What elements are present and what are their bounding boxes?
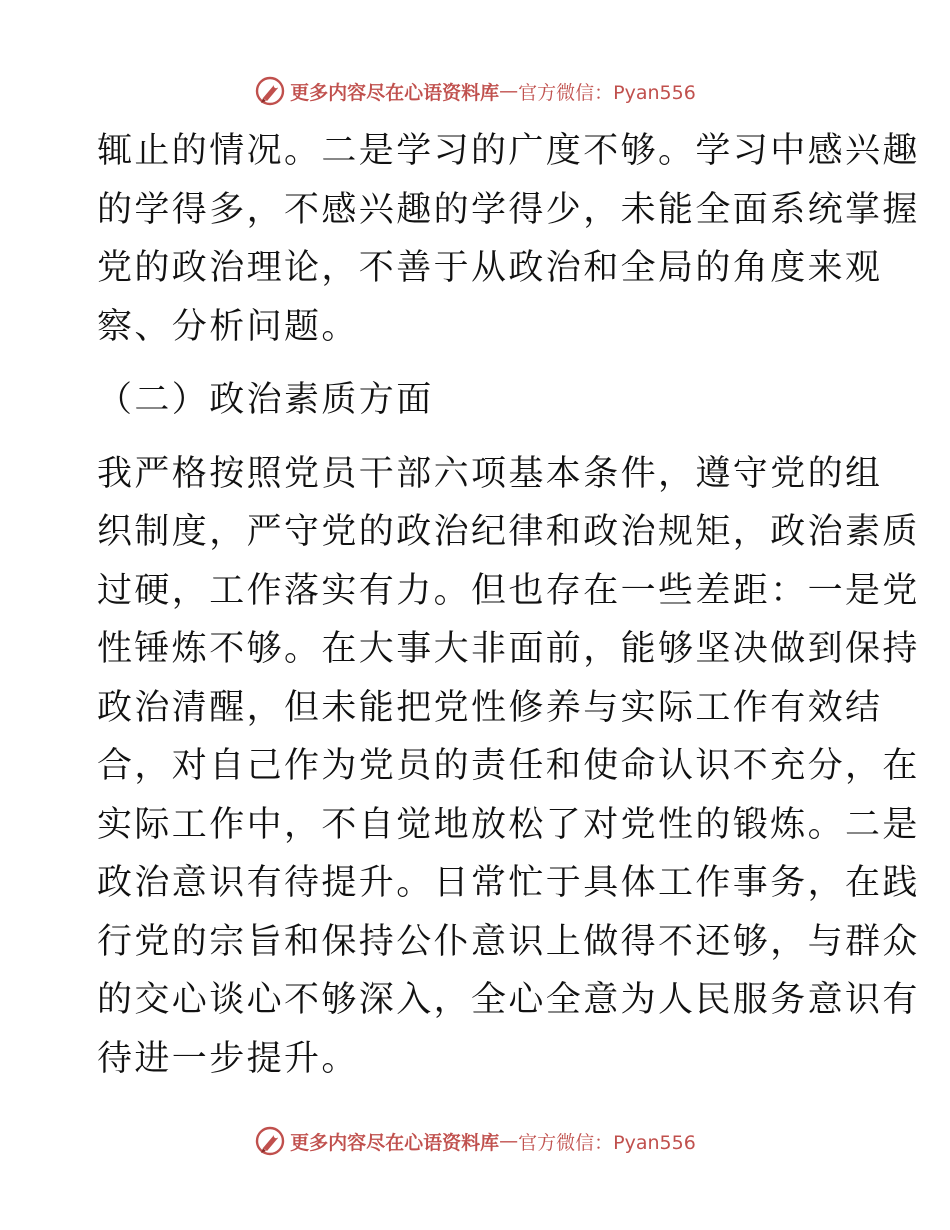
watermark-contact: 官方微信：Pyan556 bbox=[518, 1131, 696, 1154]
document-body bbox=[97, 122, 920, 1088]
header-watermark bbox=[0, 71, 950, 111]
paragraph-2 bbox=[97, 445, 920, 1089]
text-line: 行党的宗旨和保持公仆意识上做得不还够，与群众 bbox=[97, 921, 920, 962]
text-line: 党的政治理论，不善于从政治和全局的角度来观 bbox=[97, 248, 883, 288]
text-line: 合，对自己作为党员的责任和使命认识不充分，在 bbox=[97, 746, 920, 786]
text-line: 政治清醒，但未能把党性修养与实际工作有效结 bbox=[97, 687, 883, 728]
text-line: 过硬，工作落实有力。但也存在一些差距：一是党 bbox=[97, 570, 920, 611]
text-line: 实际工作中，不自觉地放松了对党性的锻炼。二是 bbox=[97, 804, 920, 845]
watermark-separator: — bbox=[499, 1130, 519, 1152]
watermark-brand: 更多内容尽在心语资料库 bbox=[290, 1131, 500, 1154]
watermark-brand: 更多内容尽在心语资料库 bbox=[290, 81, 500, 104]
text-line: 我严格按照党员干部六项基本条件，遵守党的组 bbox=[97, 453, 883, 494]
pen-logo-icon bbox=[254, 75, 286, 107]
watermark-separator: — bbox=[499, 80, 519, 102]
pen-logo-icon bbox=[254, 1125, 286, 1157]
text-line: 的交心谈心不够深入，全心全意为人民服务意识有 bbox=[97, 980, 920, 1020]
text-line: 政治意识有待提升。日常忙于具体工作事务，在践 bbox=[97, 863, 920, 903]
text-line: 的学得多，不感兴趣的学得少，未能全面系统掌握 bbox=[97, 189, 920, 230]
text-line: 织制度，严守党的政治纪律和政治规矩，政治素质 bbox=[97, 512, 920, 552]
text-line: 性锤炼不够。在大事大非面前，能够坚决做到保持 bbox=[97, 629, 920, 669]
text-line: 察、分析问题。 bbox=[97, 306, 359, 347]
text-line: 辄止的情况。二是学习的广度不够。学习中感兴趣 bbox=[97, 131, 920, 171]
section-heading: （二）政治素质方面 bbox=[97, 380, 434, 420]
text-line: 待进一步提升。 bbox=[97, 1038, 359, 1079]
watermark-contact: 官方微信：Pyan556 bbox=[518, 81, 696, 104]
footer-watermark bbox=[0, 1121, 950, 1161]
paragraph-1 bbox=[97, 122, 920, 356]
